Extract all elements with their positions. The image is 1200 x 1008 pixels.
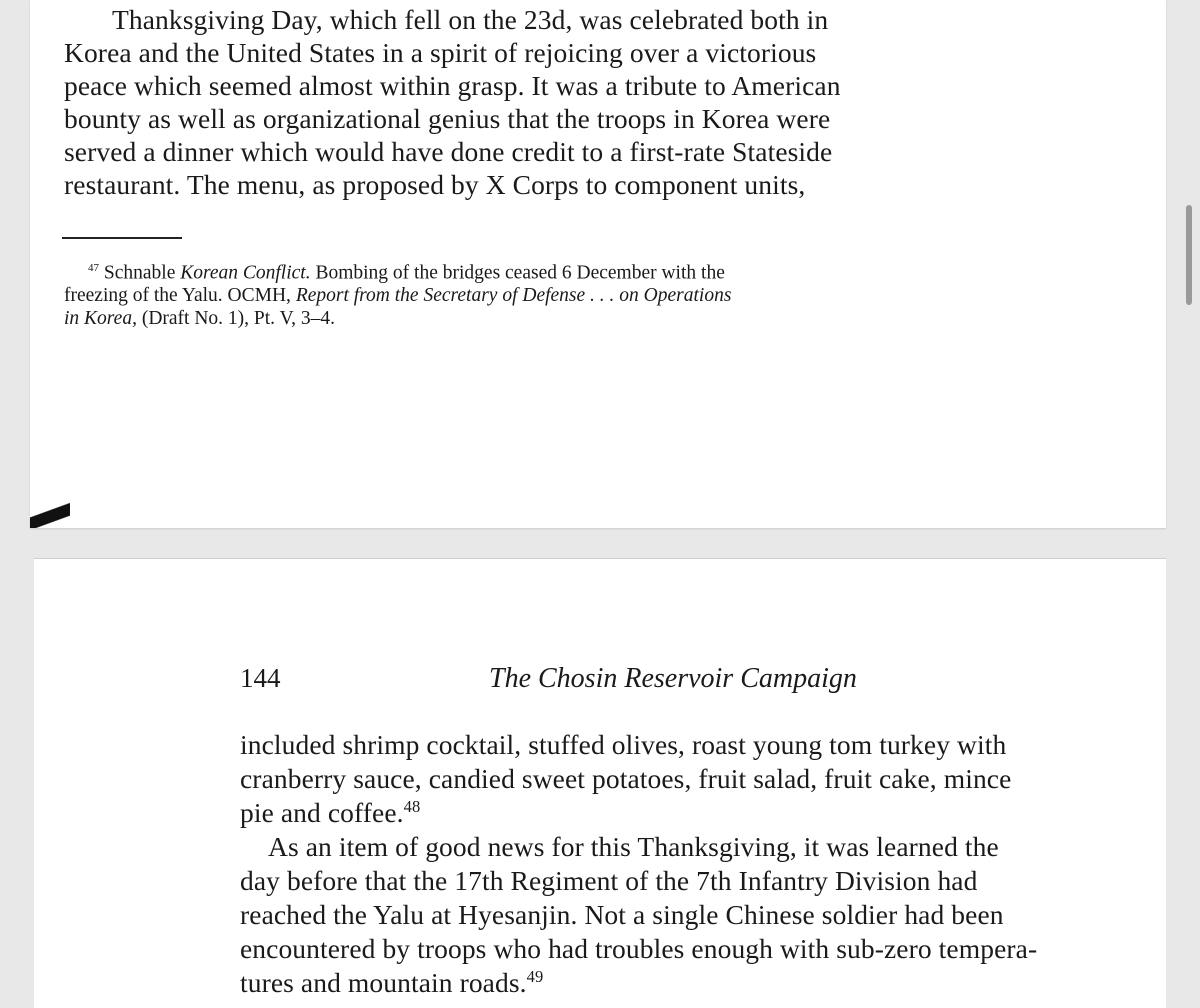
footnote-rule: [62, 237, 182, 239]
footnote-marker: 47: [88, 262, 99, 274]
body-line-8: [240, 967, 543, 999]
body-line-3: [240, 797, 420, 829]
bottom-page: [34, 558, 1166, 1008]
footnote-line-3: [64, 308, 335, 330]
footnote-ref-49[interactable]: 49: [526, 966, 544, 986]
vertical-scrollbar[interactable]: [1186, 205, 1192, 305]
footnote-text-2: freezing of the Yalu. OCMH,: [64, 285, 296, 306]
running-title: The Chosin Reservoir Campaign: [489, 663, 857, 694]
paragraph-line-1: Thanksgiving Day, which fell on the 23d, was celebrated both in: [112, 4, 829, 35]
paragraph-line-6: restaurant. The menu, as proposed by X Corps to component units,: [64, 169, 806, 200]
body-line-7-text: encountered by troops who had troubles enough with sub-zero tempera-: [240, 933, 1038, 964]
body-line-1: [240, 729, 1006, 761]
footnote-text-1: Bombing of the bridges ceased 6 December with the: [310, 262, 725, 284]
body-line-2-text: cranberry sauce, candied sweet potatoes, fruit salad, fruit cake, mince: [240, 763, 1012, 794]
body-line-5: [240, 865, 977, 897]
paragraph-line-3: peace which seemed almost within grasp. It was a tribute to American: [64, 70, 841, 101]
paragraph-line-5: served a dinner which would have done credit to a first-rate Stateside: [64, 136, 833, 167]
body-line-4: [268, 831, 999, 863]
footnote-title-1: Korean Conflict.: [180, 262, 311, 284]
footnote-line-2: [64, 285, 731, 307]
footnote-title-2: Report from the Secretary of Defense . . . on Operations: [295, 285, 732, 306]
footnote-title-3: in Korea,: [64, 308, 137, 329]
paragraph-line-4: bounty as well as organizational genius that the troops in Korea were: [64, 103, 831, 134]
paragraph-line-2: Korea and the United States in a spirit of rejoicing over a victorious: [64, 37, 817, 68]
body-line-4-text: As an item of good news for this Thanksgiving, it was learned the: [268, 831, 999, 862]
body-line-1-text: included shrimp cocktail, stuffed olives, roast young tom turkey with: [240, 729, 1007, 760]
footnote-ref-48[interactable]: 48: [403, 796, 421, 816]
body-line-3-text: pie and coffee.: [240, 797, 404, 828]
footnote-line-1: [88, 262, 725, 285]
body-line-6: [240, 899, 1004, 931]
footnote-text-3: (Draft No. 1), Pt. V, 3–4.: [136, 308, 336, 329]
body-line-8-text: tures and mountain roads.: [240, 967, 527, 998]
top-page: [30, 0, 1166, 528]
body-line-2: [240, 763, 1011, 795]
body-line-5-text: day before that the 17th Regiment of the 7th Infantry Division had: [240, 865, 978, 896]
body-line-7: [240, 933, 1037, 965]
body-line-6-text: reached the Yalu at Hyesanjin. Not a single Chinese soldier had been: [240, 899, 1004, 930]
footnote-author: Schnable: [103, 262, 181, 284]
scan-smudge: [30, 500, 70, 528]
page-number: 144: [240, 663, 281, 693]
